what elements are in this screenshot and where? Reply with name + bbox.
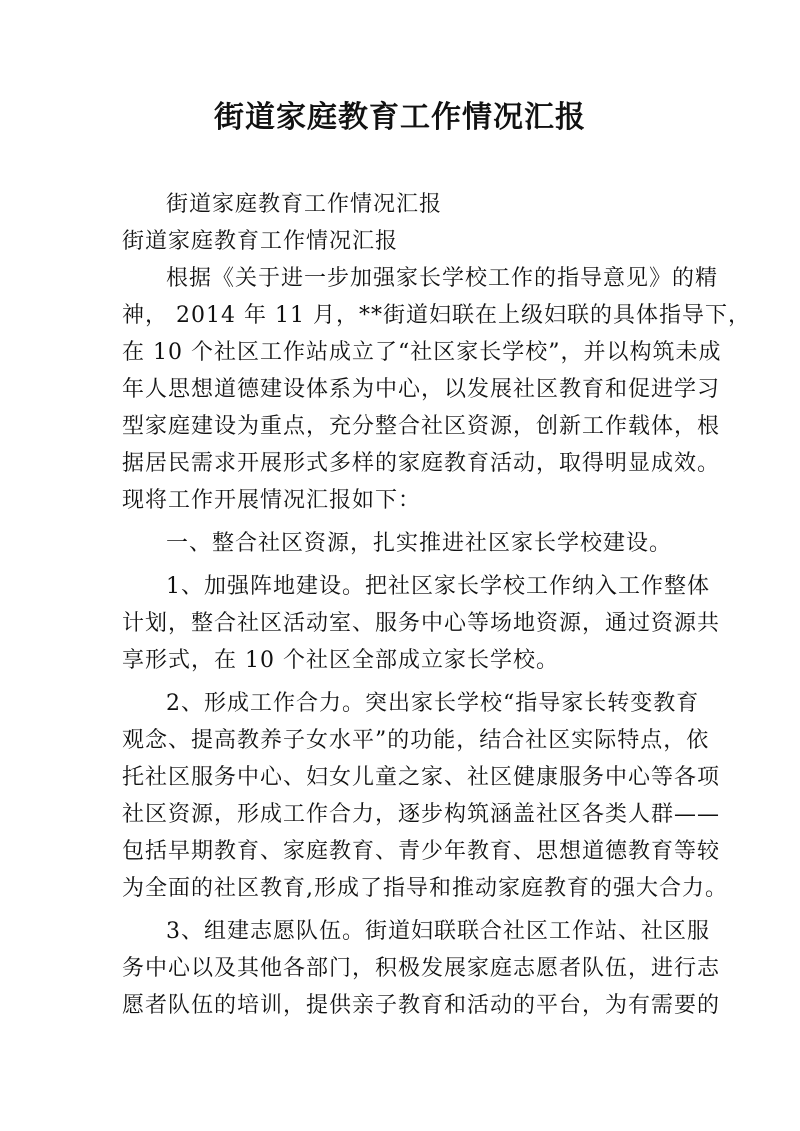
text-line-11: 1、加强阵地建设。把社区家长学校工作纳入工作整体 bbox=[166, 574, 710, 599]
section-heading-1: 一、整合社区资源，扎实推进社区家长学校建设。 bbox=[166, 531, 673, 556]
text-line-22: 愿者队伍的培训，提供亲子教育和活动的平台，为有需要的 bbox=[122, 993, 721, 1018]
text-line-7: 型家庭建设为重点，充分整合社区资源，创新工作载体，根 bbox=[122, 414, 721, 439]
text-line-17: 社区资源，形成工作合力，逐步构筑涵盖社区各类人群—— bbox=[122, 802, 721, 827]
text-line-13: 享形式，在 10 个社区全部成立家长学校。 bbox=[122, 648, 559, 673]
text-line-19: 为全面的社区教育,形成了指导和推动家庭教育的强大合力。 bbox=[122, 876, 728, 901]
text-line-15: 观念、提高教养子女水平”的功能，结合社区实际特点，依 bbox=[122, 728, 710, 753]
text-line-18: 包括早期教育、家庭教育、青少年教育、思想道德教育等较 bbox=[122, 839, 721, 864]
text-line-4: 神， 2014 年 11 月，**街道妇联在上级妇联的具体指导下， bbox=[122, 303, 751, 328]
text-line-6: 年人思想道德建设体系为中心，以发展社区教育和促进学习 bbox=[122, 377, 721, 402]
document-title: 街道家庭教育工作情况汇报 bbox=[214, 100, 586, 135]
text-line-20: 3、组建志愿队伍。街道妇联联合社区工作站、社区服 bbox=[166, 919, 710, 944]
text-line-2: 街道家庭教育工作情况汇报 bbox=[122, 229, 399, 254]
text-line-8: 据居民需求开展形式多样的家庭教育活动，取得明显成效。 bbox=[122, 451, 721, 476]
text-line-21: 务中心以及其他各部门，积极发展家庭志愿者队伍，进行志 bbox=[122, 956, 721, 981]
text-line-12: 计划，整合社区活动室、服务中心等场地资源，通过资源共 bbox=[122, 611, 721, 636]
text-line-14: 2、形成工作合力。突出家长学校“指导家长转变教育 bbox=[166, 691, 700, 716]
text-line-1: 街道家庭教育工作情况汇报 bbox=[166, 192, 443, 217]
text-line-9: 现将工作开展情况汇报如下： bbox=[122, 488, 422, 513]
text-line-16: 托社区服务中心、妇女儿童之家、社区健康服务中心等各项 bbox=[122, 765, 721, 790]
text-line-5: 在 10 个社区工作站成立了“社区家长学校”，并以构筑未成 bbox=[122, 340, 722, 365]
text-line-3: 根据《关于进一步加强家长学校工作的指导意见》的精 bbox=[166, 266, 719, 291]
